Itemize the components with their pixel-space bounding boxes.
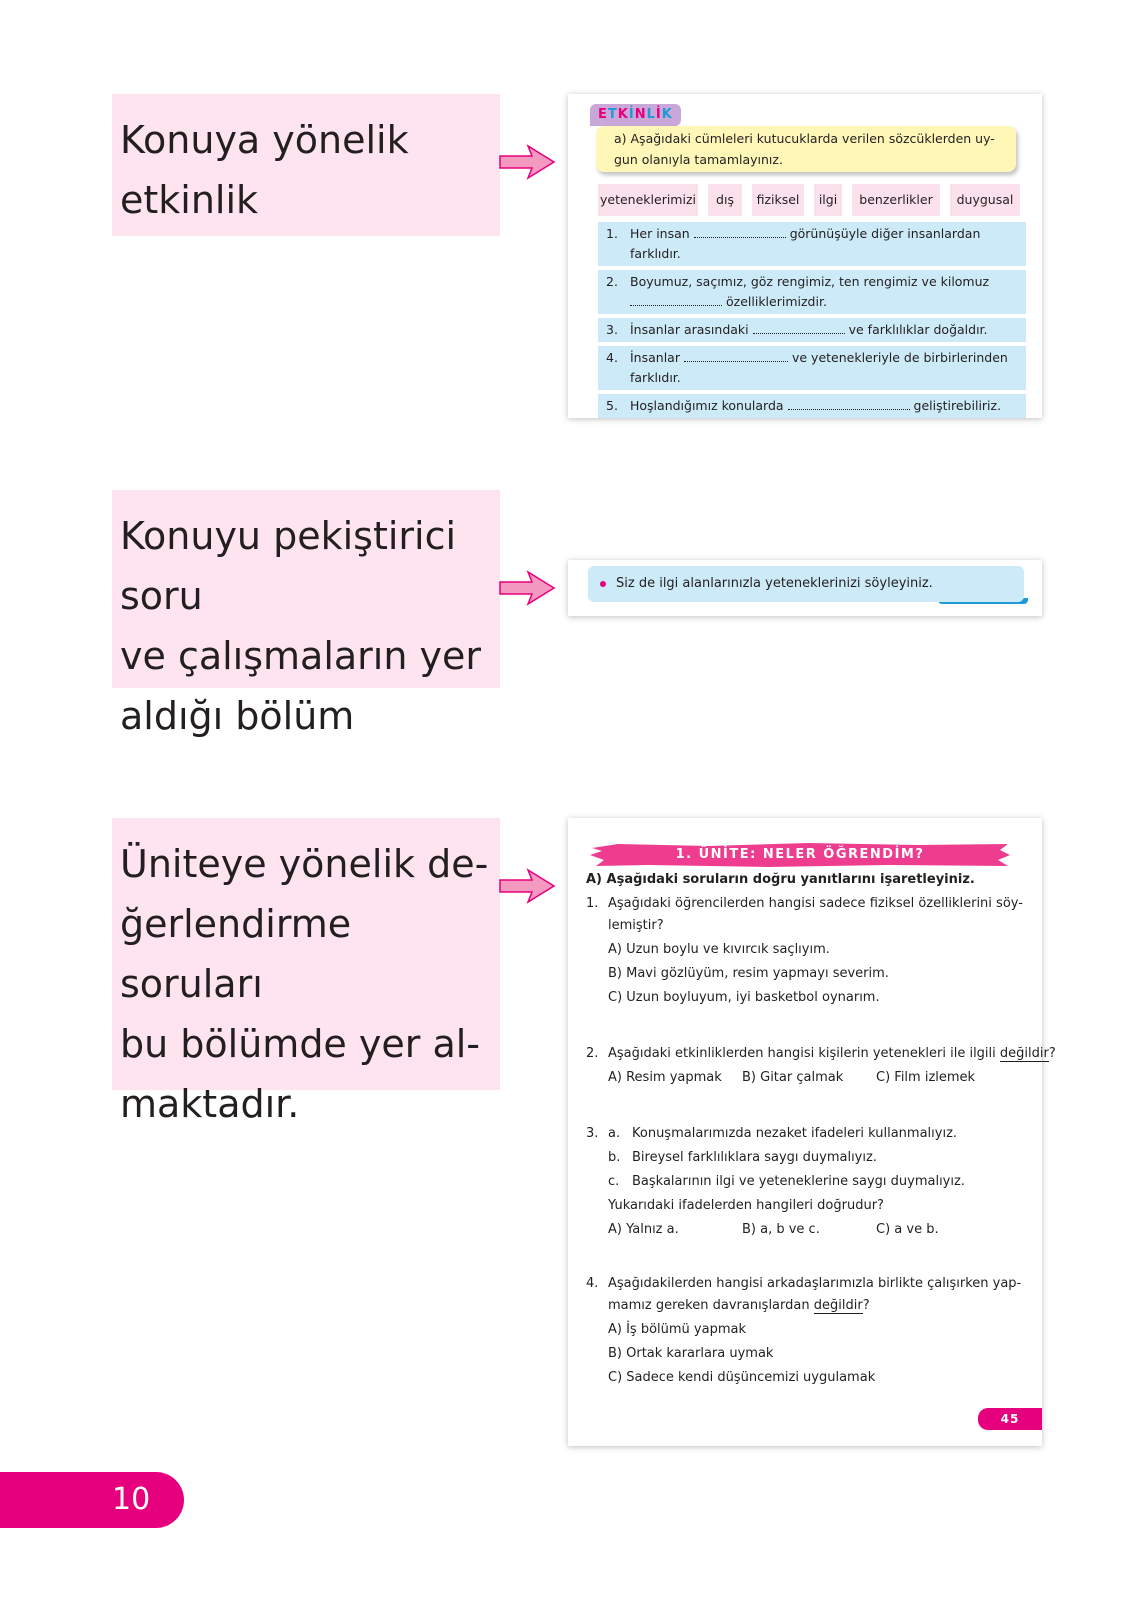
word-chip: yeteneklerimizi [598, 184, 698, 216]
evaluation-card [568, 818, 1056, 1446]
sentence-row: 5. Hoşlandığımız konularda geliştirebiliriz. [598, 394, 1026, 418]
answer-option[interactable]: B) Gitar çalmak [742, 1070, 844, 1085]
section-label-line: ğerlendirme soruları [120, 902, 352, 1006]
blank-field[interactable] [788, 398, 910, 410]
question-number: 1. [586, 896, 599, 911]
sentence-row: 4. İnsanlar ve yetenekleriyle de birbirlerinden farklıdır. [598, 346, 1026, 390]
answer-option[interactable]: A) Uzun boylu ve kıvırcık saçlıyım. [608, 942, 830, 957]
statement-key: a. [608, 1126, 621, 1141]
card-page-number: 45 [978, 1408, 1042, 1430]
question-text: mamız gereken davranışlardan değildir? [608, 1298, 870, 1313]
question-text: Aşağıdaki öğrencilerden hangisi sadece fiziksel özelliklerini söy- [608, 896, 1023, 911]
question-text: Aşağıdaki etkinliklerden hangisi kişilerin yetenekleri ile ilgili değildir? [608, 1046, 1056, 1061]
question-text: Yukarıdaki ifadelerden hangileri doğrudur? [608, 1198, 884, 1213]
statement-text: Konuşmalarımızda nezaket ifadeleri kullanmalıyız. [632, 1126, 958, 1141]
activity-badge: ETKİNLİK [590, 104, 681, 126]
answer-option[interactable]: A) İş bölümü yapmak [608, 1322, 746, 1337]
statement-text: Bireysel farklılıklara saygı duymalıyız. [632, 1150, 877, 1165]
word-chip: ilgi [814, 184, 842, 216]
blank-field[interactable] [694, 226, 786, 238]
blank-field[interactable] [630, 294, 722, 306]
word-chip: benzerlikler [852, 184, 940, 216]
section-label-line: bu bölümde yer al- [120, 1022, 481, 1066]
arrow-right-icon [498, 568, 556, 608]
section-label-activity [112, 94, 500, 236]
unit-title: 1. ÜNİTE: NELER ÖĞRENDİM? [675, 847, 925, 862]
answer-option[interactable]: A) Yalnız a. [608, 1222, 679, 1237]
answer-option[interactable]: B) Mavi gözlüyüm, resim yapmayı severim. [608, 966, 889, 981]
section-label-evaluation [112, 818, 500, 1126]
answer-option[interactable]: C) Uzun boyluyum, iyi basketbol oynarım. [608, 990, 880, 1005]
word-chip: fiziksel [752, 184, 804, 216]
reinforce-question: Siz de ilgi alanlarınızla yeteneklerinizi söyleyiniz. [588, 566, 1024, 602]
section-label-line: etkinlik [120, 178, 259, 222]
page-number: 10 [0, 1472, 184, 1528]
statement-text: Başkalarının ilgi ve yeteneklerine saygı duymalıyız. [632, 1174, 965, 1189]
statement-key: c. [608, 1174, 620, 1189]
statement-key: b. [608, 1150, 621, 1165]
question-text: lemiştir? [608, 918, 664, 933]
sentence-row: 1. Her insan görünüşüyle diğer insanlardan farklıdır. [598, 222, 1026, 266]
arrow-right-icon [498, 866, 556, 906]
answer-option[interactable]: C) Film izlemek [876, 1070, 976, 1085]
blank-field[interactable] [684, 350, 788, 362]
word-chip: dış [708, 184, 742, 216]
activity-instruction: a) Aşağıdaki cümleleri kutucuklarda verilen sözcüklerden uy-gun olanıyla tamamlayınız. [596, 126, 1016, 172]
section-label-line: ve çalışmaların yer [120, 634, 482, 678]
section-label-reinforce [112, 490, 500, 738]
reinforce-card [568, 560, 1042, 616]
blank-field[interactable] [753, 322, 845, 334]
section-label-line: Üniteye yönelik de- [120, 842, 489, 886]
arrow-right-icon [498, 142, 556, 182]
sentence-row: 2. Boyumuz, saçımız, göz rengimiz, ten rengimiz ve kilomuz özelliklerimizdir. [598, 270, 1026, 314]
answer-option[interactable]: C) Sadece kendi düşüncemizi uygulamak [608, 1370, 876, 1385]
word-chip: duygusal [950, 184, 1020, 216]
sentence-row: 3. İnsanlar arasındaki ve farklılıklar doğaldır. [598, 318, 1026, 342]
question-number: 4. [586, 1276, 599, 1291]
question-text: Aşağıdakilerden hangisi arkadaşlarımızla birlikte çalışırken yap- [608, 1276, 1022, 1291]
section-label-line: Konuya yönelik [120, 118, 409, 162]
question-number: 2. [586, 1046, 599, 1061]
activity-card [568, 94, 1042, 418]
bullet-icon [600, 581, 606, 587]
answer-option[interactable]: C) a ve b. [876, 1222, 939, 1237]
answer-option[interactable]: B) Ortak kararlara uymak [608, 1346, 774, 1361]
section-label-line: aldığı bölüm [120, 694, 355, 738]
answer-option[interactable]: A) Resim yapmak [608, 1070, 722, 1085]
question-number: 3. [586, 1126, 599, 1141]
section-heading: A) Aşağıdaki soruların doğru yanıtlarını işaretleyiniz. [586, 872, 975, 887]
section-label-line: maktadır. [120, 1082, 300, 1126]
section-label-line: Konuyu pekiştirici soru [120, 514, 457, 618]
answer-option[interactable]: B) a, b ve c. [742, 1222, 820, 1237]
